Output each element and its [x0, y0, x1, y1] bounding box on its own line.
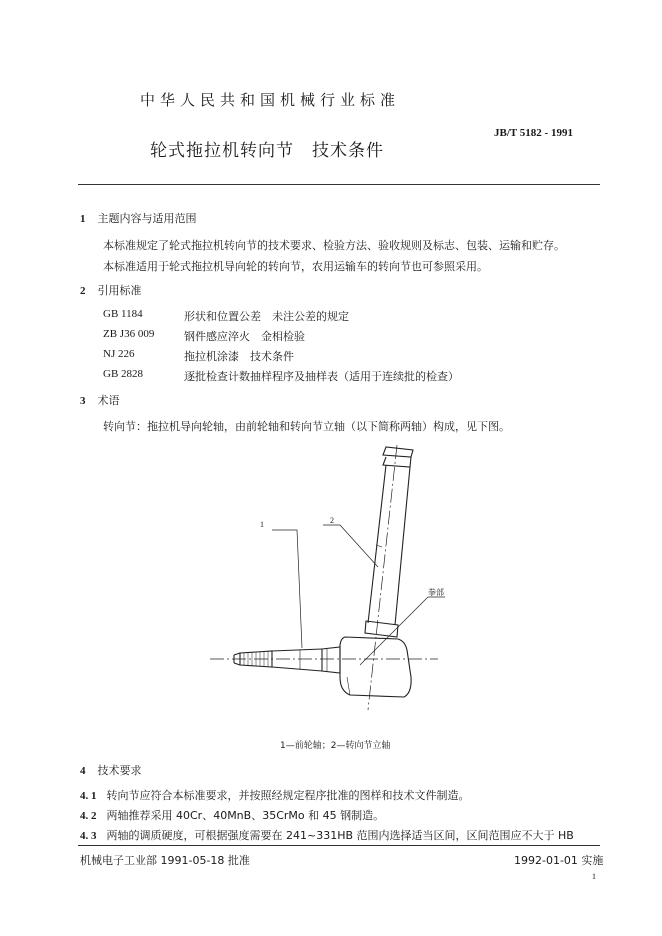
spindle-taper	[272, 649, 322, 671]
clause-number: 4. 3	[80, 830, 97, 842]
section-4-title: 技术要求	[97, 764, 142, 777]
clause-number: 4. 2	[80, 810, 97, 822]
spindle-shoulder	[322, 647, 340, 673]
section-1-number: 1	[80, 213, 86, 225]
standard-number: JB/T 5182 - 1991	[494, 127, 573, 139]
kingpin-centerline	[368, 445, 397, 710]
reference-title: 形状和位置公差 未注公差的规定	[184, 310, 349, 323]
reference-code: ZB J36 009	[103, 328, 155, 340]
kingpin-shaft-right	[395, 467, 410, 625]
figure-caption: 1—前轮轴；2—转向节立轴	[280, 741, 391, 751]
approval-line: 机械电子工业部 1991-05-18 批准	[80, 854, 250, 867]
clause-text: 两轴推荐采用 40Cr、40MnB、35CrMo 和 45 钢制造。	[106, 809, 385, 822]
knuckle-body	[340, 637, 411, 697]
kingpin-shaft-left	[368, 465, 386, 623]
section-3-number: 3	[80, 395, 86, 407]
reference-code: GB 2828	[103, 368, 144, 380]
reference-code: GB 1184	[103, 308, 143, 320]
leader-line-3	[360, 597, 445, 665]
leader-line-2	[323, 525, 378, 567]
clause-4-1	[80, 787, 470, 803]
figure-label-2: 2	[330, 516, 334, 525]
section-4-heading	[80, 762, 142, 778]
section-2-number: 2	[80, 285, 86, 297]
section-4-number: 4	[80, 765, 86, 777]
section-1-paragraph-1: 本标准规定了轮式拖拉机转向节的技术要求、检验方法、验收规则及标志、包装、运输和贮存。	[103, 239, 565, 252]
section-1-paragraph-2: 本标准适用于轮式拖拉机导向轮的转向节，农用运输车的转向节也可参照采用。	[103, 260, 488, 273]
kingpin-collar	[365, 621, 398, 637]
section-1-title: 主题内容与适用范围	[97, 212, 197, 225]
section-3-heading	[80, 392, 120, 408]
clause-number: 4. 1	[80, 790, 97, 802]
clause-4-3	[80, 827, 574, 843]
section-3-title: 术语	[97, 394, 120, 407]
reference-title: 逐批检查计数抽样程序及抽样表（适用于连续批的检查）	[184, 370, 459, 383]
header-divider	[78, 184, 600, 185]
section-1-heading	[80, 210, 197, 226]
effective-date: 1992-01-01 实施	[514, 854, 604, 867]
reference-title: 钢件感应淬火 金相检验	[184, 330, 305, 343]
page-title: 轮式拖拉机转向节 技术条件	[150, 141, 384, 161]
clause-4-2	[80, 807, 384, 823]
kingpin-top-cap	[383, 447, 413, 457]
footer-divider	[78, 845, 600, 846]
clause-text: 两轴的调质硬度，可根据强度需要在 241~331HB 范围内选择适当区间，区间范围应不大于 HB	[106, 829, 574, 842]
steering-knuckle-figure	[200, 445, 450, 730]
clause-text: 转向节应符合本标准要求，并按照经规定程序批准的图样和技术文件制造。	[106, 789, 470, 802]
leader-line-1	[272, 530, 302, 648]
section-2-heading	[80, 282, 142, 298]
issuing-organization: 中华人民共和国机械行业标准	[140, 91, 401, 109]
reference-code: NJ 226	[103, 348, 135, 360]
figure-label-fist: 拳部	[428, 588, 444, 597]
figure-label-1: 1	[260, 520, 264, 529]
page-number: 1	[592, 872, 596, 881]
reference-title: 拖拉机涂漆 技术条件	[184, 350, 294, 363]
section-3-paragraph: 转向节：拖拉机导向轮轴，由前轮轴和转向节立轴（以下简称两轴）构成，见下图。	[103, 420, 510, 433]
section-2-title: 引用标准	[97, 284, 142, 297]
